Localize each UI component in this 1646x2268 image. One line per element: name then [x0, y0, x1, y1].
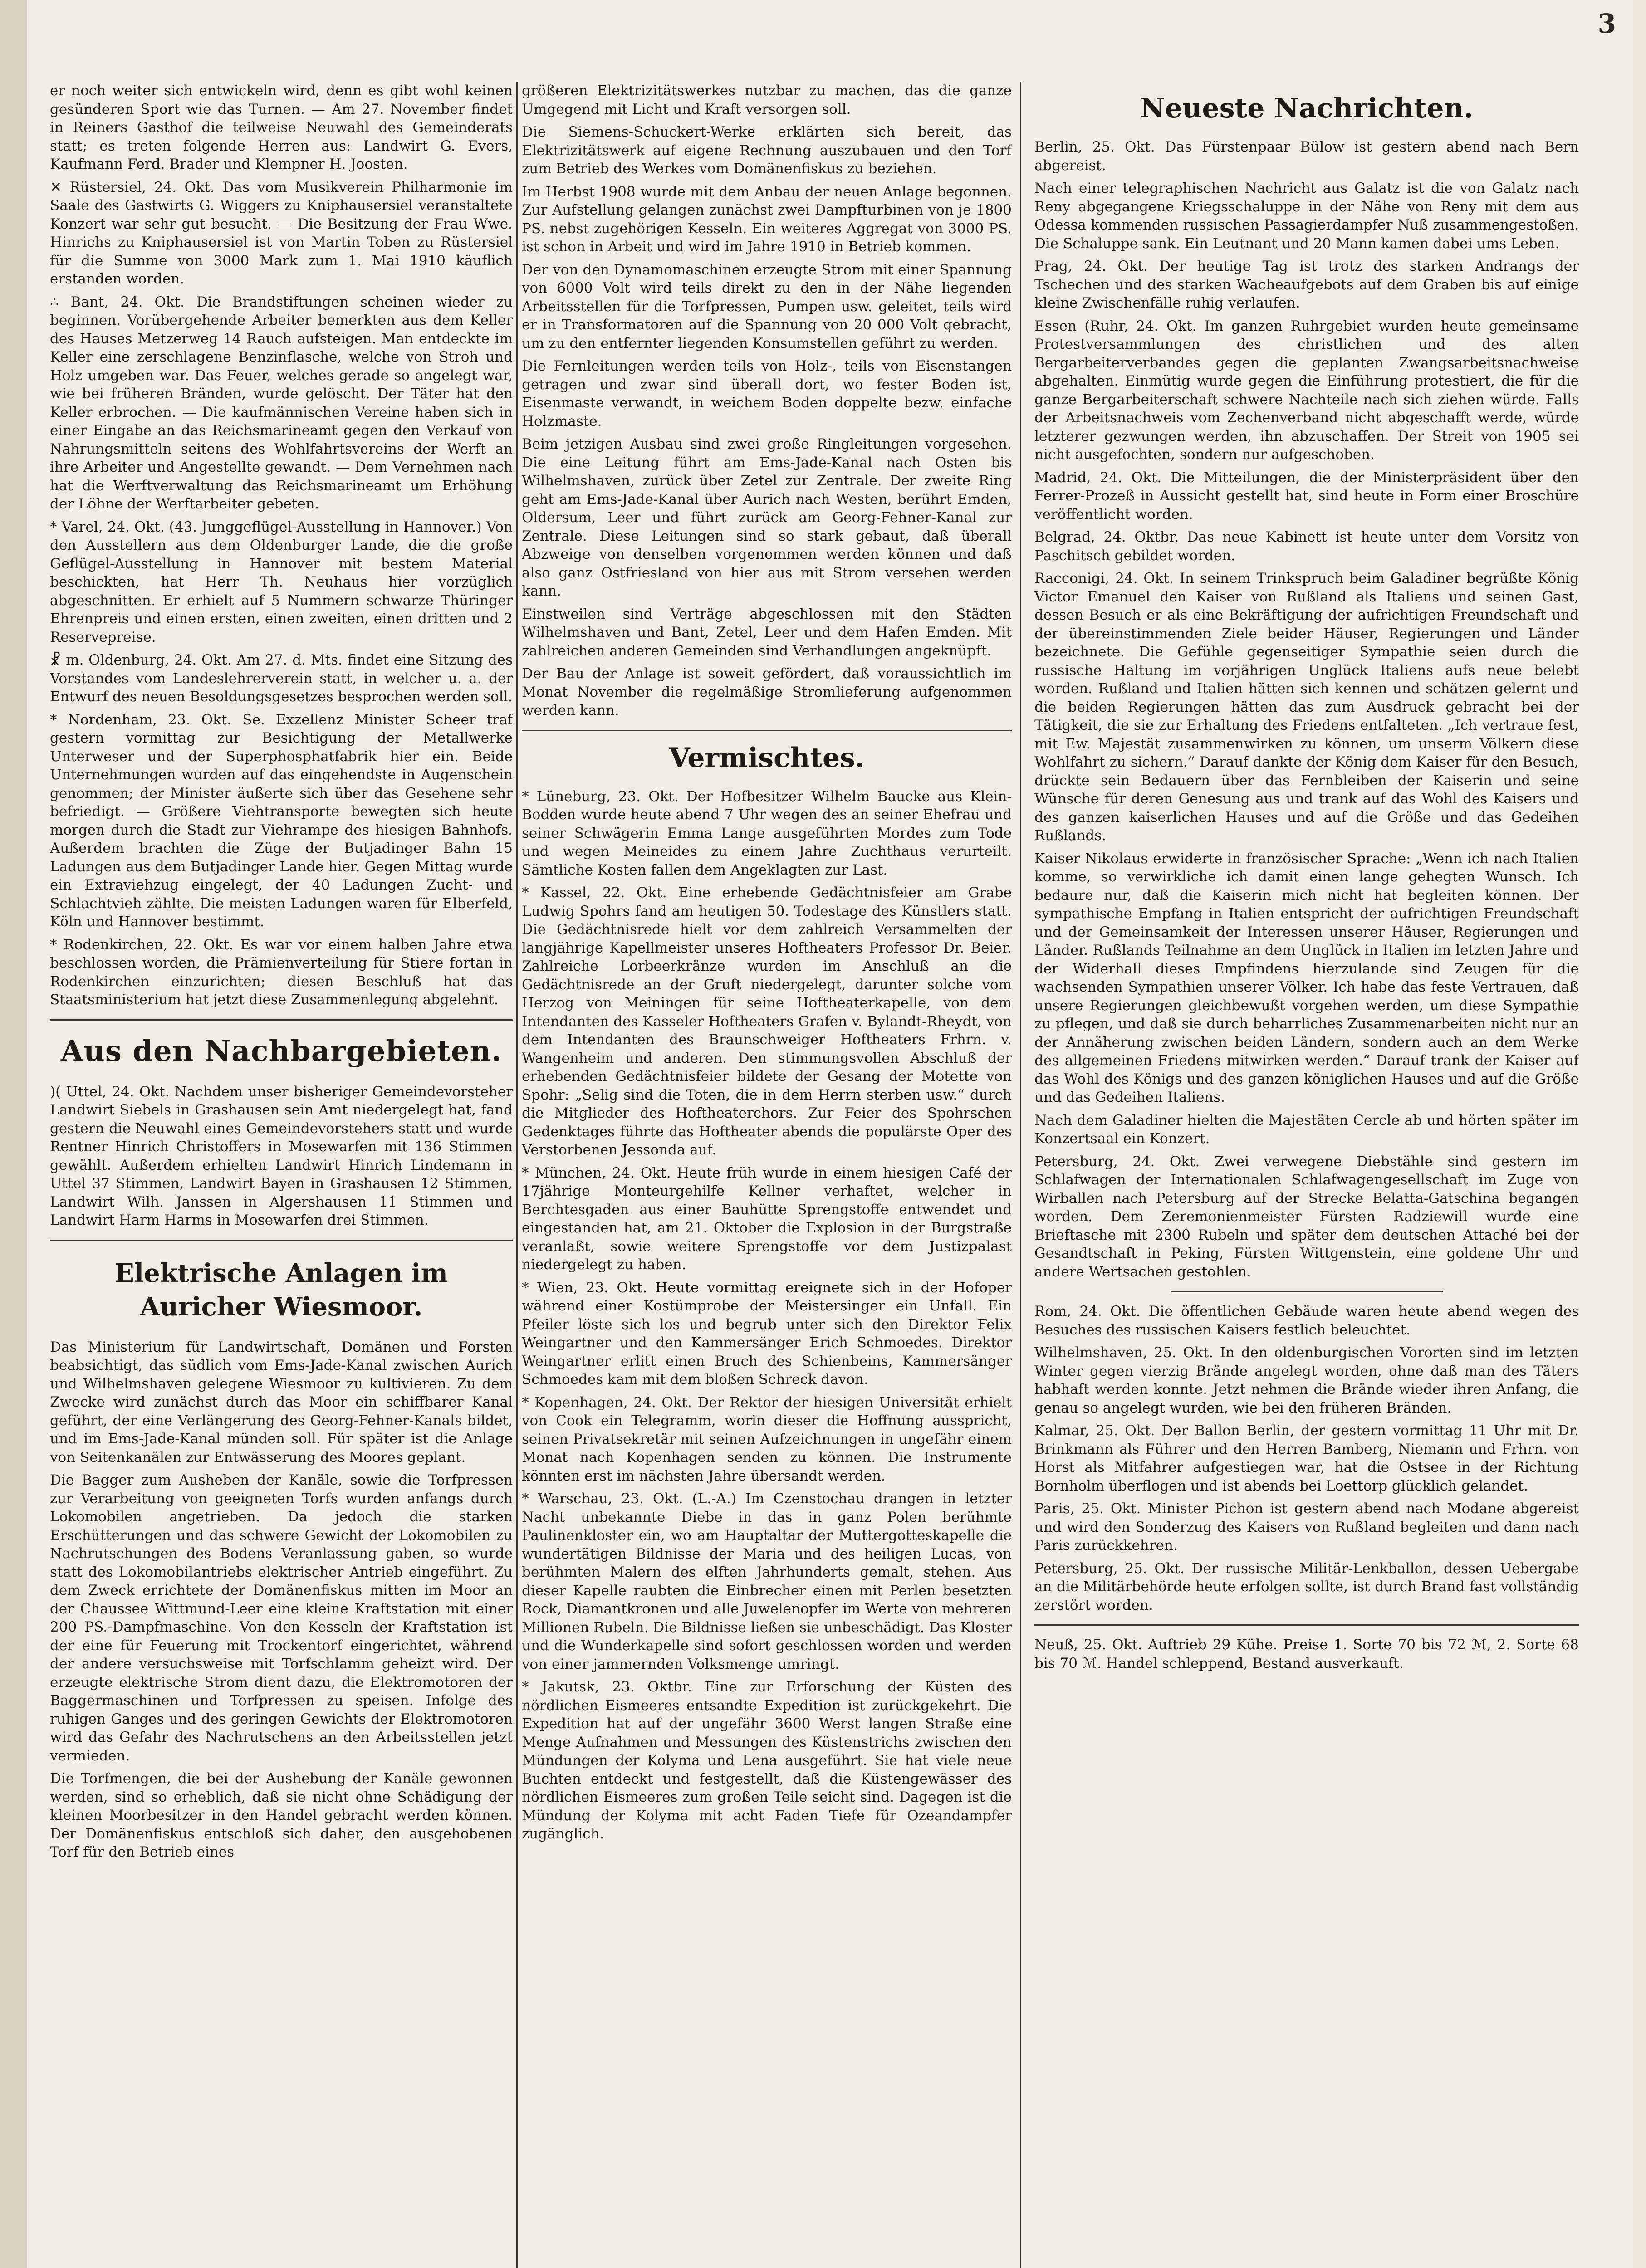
news-item: * Kassel, 22. Okt. Eine erhebende Gedächtnisfeier am Grabe Ludwig Spohrs fand am heutigen 50. Todestage des Künstlers statt. Die Gedächtnisrede hielt vor dem zahlreich Versammelten der langjährige Kapellmeister unseres Hoftheaters Professor Dr. Beier. Zahlreiche Lorbeerkränze wurden im Anschluß an die Gedächtnisrede an der Gruft niedergelegt, darunter solche vom Herzog von Meiningen für seine Hoftheaterkapelle, von dem Intendanten des Kasseler Hoftheaters Grafen v. Bylandt-Rheydt, von dem Intendanten des Braunschweiger Hoftheaters Frhrn. v. Wangenheim und anderen. Den stimmungsvollen Abschluß der erhebenden Gedächtnisfeier bildete der Gesang der Motette von Spohr: „Selig sind die Toten, die in dem Herrn sterben usw.“ durch die Mitglieder des Hoftheaterchors. Zur Feier des Spohrschen Gedenktages führte das Hoftheater abends die populärste Oper des Verstorbenen Jessonda auf. [522, 885, 1012, 1158]
news-item: * Nordenham, 23. Okt. Se. Exzellenz Minister Scheer traf gestern vormittag zur Besichtigung der Metallwerke Unterweser und der Superphosphatfabrik hier ein. Beide Unternehmungen wurden auf das eingehendste in Augenschein genommen; der Minister äußerte sich über das Gesehene sehr befriedigt. — Größere Viehtransporte bewegten sich heute morgen durch die Stadt zur Viehrampe des hiesigen Bahnhofs. Außerdem brachten die Züge der Butjadinger Bahn 15 Ladungen aus dem Butjadinger Lande hier. Gegen Mittag wurde ein Extraviehzug eingelegt, der 40 Ladungen Zucht- und Schlachtvieh zählte. Die meisten Ladungen waren für Elberfeld, Köln und Hannover bestimmt. [50, 711, 513, 930]
news-item: Wilhelmshaven, 25. Okt. In den oldenburgischen Vororten sind im letzten Winter gegen vierzig Brände angelegt worden, ohne daß man des Täters habhaft werden konnte. Jetzt nehmen die Brände wieder ihren Anfang, die genau so angelegt wurden, wie bei den früheren Bränden. [1034, 1344, 1579, 1416]
news-item: * Wien, 23. Okt. Heute vormittag ereignete sich in der Hofoper während einer Kostümprobe der Meistersinger ein Unfall. Ein Pfeiler löste sich los und begrub unter sich den Direktor Felix Weingartner und den Kammersänger Erich Schmoedes. Direktor Weingartner erlitt einen Bruch des Schienbeins, Kammersänger Schmoedes kam mit dem bloßen Schreck davon. [522, 1279, 1012, 1388]
news-item: * Rodenkirchen, 22. Okt. Es war vor einem halben Jahre etwa beschlossen worden, die Prämienverteilung für Stiere fortan in Rodenkirchen einzurichten; diesen Beschluß hat das Staatsministerium hat jetzt diese Zusammenlegung abgelehnt. [50, 936, 513, 1008]
column-3 [1034, 82, 1579, 2268]
news-item: Kaiser Nikolaus erwiderte in französischer Sprache: „Wenn ich nach Italien komme, so verwirkliche ich damit einen lange gehegten Wunsch. Ich bedaure nur, daß die Kaiserin mich nicht hat begleiten können. Der sympathische Empfang in Italien entspricht der aufrichtigen Freundschaft und der Gemeinsamkeit der Interessen unserer Häuser, Regierungen und Länder. Rußlands Teilnahme an dem Unglück in Italien im letzten Jahre und der Widerhall dieses Empfindens hierzulande sind Zeugen für die wachsenden Sympathien unserer Völker. Ich habe das feste Vertrauen, daß unsere Regierungen gleichbewußt vorgehen werden, um diese Sympathie zu pflegen, und daß sie durch beharrliches Zusammenarbeiten nicht nur an der Annäherung zwischen beiden Ländern, sondern auch an dem Werke des allgemeinen Friedens mitwirken werden.“ Darauf trank der Kaiser auf das Wohl des Königs und des ganzen königlichen Hauses und auf die Größe und das Gedeihen Italiens. [1034, 850, 1579, 1105]
news-item: Petersburg, 25. Okt. Der russische Militär-Lenkballon, dessen Uebergabe an die Militärbehörde heute erfolgen sollte, ist durch Brand fast vollständig zerstört worden. [1034, 1560, 1579, 1613]
news-item: * München, 24. Okt. Heute früh wurde in einem hiesigen Café der 17jährige Monteurgehilfe Kellner verhaftet, welcher in Berchtesgaden aus einer Bauhütte Sprengstoffe entwendet und eingestanden hat, am 21. Oktober die Explosion in der Burgstraße veranlaßt, sowie weitere Sprengstoffe vor dem Justizpalast niedergelegt zu haben. [522, 1164, 1012, 1273]
market-report: Neuß, 25. Okt. Auftrieb 29 Kühe. Preise 1. Sorte 70 bis 72 ℳ, 2. Sorte 68 bis 70 ℳ. Handel schleppend, Bestand ausverkauft. [1034, 1637, 1579, 1672]
news-item: Berlin, 25. Okt. Das Fürstenpaar Bülow ist gestern abend nach Bern abgereist. [1034, 139, 1579, 174]
news-item: Kalmar, 25. Okt. Der Ballon Berlin, der gestern vormittag 11 Uhr mit Dr. Brinkmann als Führer und den Herren Bamberg, Niemann und Frhrn. von Horst als Mitfahrer aufgestiegen war, hat die Ostsee in der Richtung Bornholm überflogen und ist abends bei Loettorp glücklich gelandet. [1034, 1422, 1579, 1494]
news-item: * Varel, 24. Okt. (43. Junggeflügel-Ausstellung in Hannover.) Von den Ausstellern aus dem Oldenburger Lande, die die große Geflügel-Ausstellung in Hannover mit bestem Material beschickten, hat Herr Th. Neuhaus hier vorzüglich abgeschnitten. Er erhielt auf 5 Nummern schwarze Thüringer Ehrenpreis und einen ersten, einen zweiten, einen dritten und 2 Reservepreise. [50, 518, 513, 645]
news-item: * Kopenhagen, 24. Okt. Der Rektor der hiesigen Universität erhielt von Cook ein Telegramm, worin dieser die Hoffnung ausspricht, seinen Privatsekretär mit seinen Aufzeichnungen in ungefähr einem Monat nach Kopenhagen senden zu können. Die Instrumente könnten erst im nächsten Jahre übersandt werden. [522, 1394, 1012, 1484]
col1-top-section [50, 82, 513, 1009]
column-rule [516, 82, 518, 2268]
article-paragraph: Beim jetzigen Ausbau sind zwei große Ringleitungen vorgesehen. Die eine Leitung führt am Ems-Jade-Kanal nach Osten bis Wilhelmshaven, zurück über Zetel zur Zentrale. Der zweite Ring geht am Ems-Jade-Kanal über Aurich nach Westen, berührt Emden, Oldersum, Leer und führt zurück am Georg-Fehner-Kanal zur Zentrale. Diese Leitungen sind so stark gebaut, daß überall Abzweige von denselben vorgenommen werden können und daß also ganz Ostfriesland von hier aus mit Strom versehen werden kann. [522, 436, 1012, 599]
short-divider [1171, 1291, 1443, 1292]
page-number: 3 [1597, 8, 1616, 39]
news-item: er noch weiter sich entwickeln wird, denn es gibt wohl keinen gesünderen Sport wie das Turnen. — Am 27. November findet in Reiners Gasthof die teilweise Neuwahl des Gemeinderats statt; es treten folgende Herren aus: Landwirt G. Evers, Kaufmann Ferd. Brader und Klempner H. Joosten. [50, 83, 513, 172]
section-divider [50, 1019, 513, 1021]
column-1 [50, 82, 513, 2268]
article-paragraph: Der Bau der Anlage ist soweit gefördert, daß voraussichtlich im Monat November die regelmäßige Stromlieferung aufgenommen werden kann. [522, 665, 1012, 719]
news-item: )( Uttel, 24. Okt. Nachdem unser bisheriger Gemeindevorsteher Landwirt Siebels in Grashausen sein Amt niedergelegt hat, fand gestern die Neuwahl eines Gemeindevorstehers statt und wurde Rentner Hinrich Christoffers in Mosewarfen mit 136 Stimmen gewählt. Außerdem erhielten Landwirt Hinrich Lindemann in Uttel 37 Stimmen, Landwirt Bayen in Grashausen 12 Stimmen, Landwirt Wilh. Janssen in Algershausen 11 Stimmen und Landwirt Harm Harms in Mosewarfen drei Stimmen. [50, 1083, 513, 1228]
news-item: Petersburg, 24. Okt. Zwei verwegene Diebstähle sind gestern im Schlafwagen der Internationalen Schlafwagengesellschaft im Zuge von Wirballen nach Petersburg auf der Strecke Belatta-Gatschina begangen worden. Dem Zeremonienmeister Fürsten Radziewill wurde eine Brieftasche mit 2300 Rubeln und später dem deutschen Attaché bei der Gesandtschaft in Peking, Fürsten Wittgenstein, eine goldene Uhr und andere Wertsachen gestohlen. [1034, 1153, 1579, 1280]
news-item: ✕ Rüstersiel, 24. Okt. Das vom Musikverein Philharmonie im Saale des Gastwirts G. Wiggers zu Kniphausersiel veranstaltete Konzert war sehr gut besucht. — Die Besitzung der Frau Wwe. Hinrichs zu Kniphausersiel ist von Martin Toben zu Rüstersiel für die Summe von 3000 Mark zum 1. Mai 1910 käuflich erstanden worden. [50, 179, 513, 287]
column-2 [522, 82, 1012, 2268]
section-divider [522, 730, 1012, 731]
previous-page-edge [0, 0, 29, 2268]
article-paragraph: Die Fernleitungen werden teils von Holz-, teils von Eisenstangen getragen und zwar sind überall dort, wo fester Boden ist, Eisenmaste verwandt, in weichem Boden doppelte bezw. einfache Holzmaste. [522, 358, 1012, 430]
news-item: Prag, 24. Okt. Der heutige Tag ist trotz des starken Andrangs der Tschechen und des starken Wacheaufgebots auf dem Graben bis auf einige kleine Zwischenfälle ruhig verlaufen. [1034, 258, 1579, 311]
section-heading-neueste-nachrichten: Neueste Nachrichten. [1140, 93, 1474, 124]
article-paragraph: Die Bagger zum Ausheben der Kanäle, sowie die Torfpressen zur Verarbeitung von geeigneten Torfs wurden anfangs durch Lokomobilen angetrieben. Da jedoch die starken Erschütterungen und das schwere Gewicht der Lokomobilen zu Nachrutschungen des Bodens Veranlassung gaben, so wurde statt des Lokomobilantriebs elektrischer Antrieb eingeführt. Zu dem Zweck errichtete der Domänenfiskus mitten im Moor an der Chaussee Wittmund-Leer eine kleine Kraftstation mit einer 200 PS.-Dampfmaschine. Von den Kesseln der Kraftstation ist der eine für Feuerung mit Trockentorf eingerichtet, während der andere versuchsweise mit Torfschlamm geheizt wird. Der erzeugte elektrische Strom dient dazu, die Elektromotoren der Baggermaschinen und Torfpressen zu speisen. Infolge des ruhigen Ganges und des geringen Gewichts der Elektromotoren wird das Gefahr des Nachrutschens an den Arbeitsstellen jetzt vermieden. [50, 1472, 513, 1764]
section-divider [1034, 1624, 1579, 1626]
news-item: * Lüneburg, 23. Okt. Der Hofbesitzer Wilhelm Baucke aus Klein-Bodden wurde heute abend 7 Uhr wegen des an seiner Ehefrau und seiner Schwägerin Emma Lange ausgeführten Mordes zum Tode und wegen Meineides zu einem Jahre Zuchthaus verurteilt. Sämtliche Kosten fallen dem Angeklagten zur Last. [522, 788, 1012, 878]
article-paragraph: Die Siemens-Schuckert-Werke erklärten sich bereit, das Elektrizitätswerk auf eigene Rechnung auszubauen und den Torf zum Betrieb des Werkes vom Domänenfiskus zu beziehen. [522, 124, 1012, 177]
section-heading-nachbargebieten: Aus den Nachbargebieten. [60, 1034, 502, 1068]
news-item: Belgrad, 24. Oktbr. Das neue Kabinett ist heute unter dem Vorsitz von Paschitsch gebildet worden. [1034, 529, 1579, 564]
article-paragraph: Im Herbst 1908 wurde mit dem Anbau der neuen Anlage begonnen. Zur Aufstellung gelangen zunächst zwei Dampfturbinen von je 1800 PS. nebst zugehörigen Kesseln. Ein weiteres Aggregat von 3000 PS. ist schon in Arbeit und wird im Jahre 1910 in Betrieb kommen. [522, 183, 1012, 255]
news-item: ☧ m. Oldenburg, 24. Okt. Am 27. d. Mts. findet eine Sitzung des Vorstandes vom Landeslehrerverein statt, in welcher u. a. der Entwurf des neuen Besoldungsgesetzes besprochen werden soll. [50, 652, 513, 705]
news-item: Paris, 25. Okt. Minister Pichon ist gestern abend nach Modane abgereist und wird den Sonderzug des Kaisers von Rußland begleiten und dann nach Paris zurückkehren. [1034, 1501, 1579, 1554]
news-item: Racconigi, 24. Okt. In seinem Trinkspruch beim Galadiner begrüßte König Victor Emanuel den Kaiser von Rußland als Italiens und seinen Gast, dessen Besuch er als eine Bekräftigung der aufrichtigen Freundschaft und der übereinstimmenden Ziele beider Häuser, Regierungen und Länder bezeichnete. Die Gefühle gegenseitiger Sympathie seien durch die russische Haltung im vorjährigen Unglück Italiens aufs neue belebt worden. Rußland und Italien hätten sich kennen und schätzen gelernt und die beiden Regierungen hätten das zum Ausdruck gebracht bei der Tätigkeit, die sie zur Erhaltung des Friedens entfalteten. „Ich vertraue fest, mit Ew. Majestät zusammenwirken zu können, um unserm Völkern diese Wohlfahrt zu sichern.“ Darauf dankte der König dem Kaiser für den Besuch, drückte sein Bedauern über das Fernbleiben der Kaiserin und seine Wünsche für deren Genesung aus und trank auf das Wohl des Kaisers und des ganzen kaiserlichen Hauses und auf die Größe und das Gedeihen Rußlands. [1034, 570, 1579, 844]
section-divider [50, 1240, 513, 1241]
news-item: Essen (Ruhr, 24. Okt. Im ganzen Ruhrgebiet wurden heute gemeinsame Protestversammlungen des christlichen und des alten Bergarbeiterverbandes gegen die geplanten Zwangsarbeitsnachweise abgehalten. Einmütig wurde gegen die Einführung protestiert, die für die ganze Bergarbeiterschaft schwere Nachteile nach sich ziehen würde. Falls der Arbeitsnachweis vom Zechenverband nicht abgeschafft werde, würde letzterer gezwungen werden, ihn abzuschaffen. Der Streit von 1905 sei nicht ausgefochten, sondern nur aufgeschoben. [1034, 318, 1579, 463]
news-item: Madrid, 24. Okt. Die Mitteilungen, die der Ministerpräsident über den Ferrer-Prozeß in Aussicht gestellt hat, sind heute in Form einer Broschüre veröffentlicht worden. [1034, 469, 1579, 523]
column-rule [1020, 82, 1021, 2268]
news-item: * Warschau, 23. Okt. (L.-A.) Im Czenstochau drangen in letzter Nacht unbekannte Diebe in das in ganz Polen berühmte Paulinenkloster ein, wo am Hauptaltar der Muttergotteskapelle die wundertätigen Bildnisse der Maria und des heiligen Lucas, von berühmten Malern des elften Jahrhunderts gemalt, stehen. Aus dieser Kapelle raubten die Einbrecher einen mit Perlen besetzten Rock, Diamantkronen und alle Juwelenopfer im Werte von mehreren Millionen Rubeln. Die Bildnisse ließen sie unbeschädigt. Das Kloster und die Wunderkapelle sind sofort geschlossen worden und werden von einer jammernden Volksmenge umringt. [522, 1491, 1012, 1672]
article-paragraph: Die Torfmengen, die bei der Aushebung der Kanäle gewonnen werden, sind so erheblich, daß sie nicht ohne Schädigung der kleinen Moorbesitzer in den Handel gebracht werden können. Der Domänenfiskus entschloß sich daher, den ausgehobenen Torf für den Betrieb eines [50, 1770, 513, 1860]
article-heading-elektrische-anlagen: Elektrische Anlagen im Auricher Wiesmoor. [115, 1258, 448, 1322]
news-item: ∴ Bant, 24. Okt. Die Brandstiftungen scheinen wieder zu beginnen. Vorübergehende Arbeiter bemerkten aus dem Keller des Hauses Metzerweg 14 Rauch aufsteigen. Man entdeckte im Keller eine zerschlagene Benzinflasche, welche von Stroh und Holz umgeben war. Das Feuer, welches gerade so angelegt war, wie bei früheren Bränden, wurde gelöscht. Der Täter hat den Keller erbrochen. — Die kaufmännischen Vereine haben sich in einer Eingabe an das Reichsmarineamt gegen den Verkauf von Nahrungsmitteln seitens des Wohlfahrtsvereins der Werft an ihre Arbeiter und Angestellte gewandt. — Dem Vernehmen nach hat die Werftverwaltung das Reichsmarineamt um Erhöhung der Löhne der Werftarbeiter gebeten. [50, 293, 513, 512]
article-paragraph: Der von den Dynamomaschinen erzeugte Strom mit einer Spannung von 6000 Volt wird teils direkt zu den in der Nähe liegenden Arbeitsstellen für die Torfpressen, Pumpen usw. geleitet, teils wird er in Transformatoren auf die Spannung von 20 000 Volt gebracht, um zu den entfernter liegenden Konsumstellen geführt zu werden. [522, 261, 1012, 352]
article-paragraph: Einstweilen sind Verträge abgeschlossen mit den Städten Wilhelmshaven und Bant, Zetel, Leer und dem Hafen Emden. Mit zahlreichen anderen Gemeinden sind Verhandlungen angeknüpft. [522, 606, 1012, 659]
article-paragraph: Das Ministerium für Landwirtschaft, Domänen und Forsten beabsichtigt, das südlich vom Ems-Jade-Kanal zwischen Aurich und Wilhelmshaven gelegene Wiesmoor zu kultivieren. Zu dem Zwecke wird zunächst durch das Moor ein schiffbarer Kanal geführt, der eine Verlängerung des Georg-Fehner-Kanals bildet, und im Ems-Jade-Kanal münden soll. Für später ist die Anlage von Seitenkanälen zur Entwässerung des Moores geplant. [50, 1339, 513, 1466]
section-heading-vermischtes: Vermischtes. [669, 742, 865, 774]
news-item: Nach dem Galadiner hielten die Majestäten Cercle ab und hörten später im Konzertsaal ein Konzert. [1034, 1112, 1579, 1147]
news-item: Rom, 24. Okt. Die öffentlichen Gebäude waren heute abend wegen des Besuches des russischen Kaisers festlich beleuchtet. [1034, 1303, 1579, 1338]
article-paragraph: größeren Elektrizitätswerkes nutzbar zu machen, das die ganze Umgegend mit Licht und Kraft versorgen soll. [522, 83, 1012, 117]
news-item: * Jakutsk, 23. Oktbr. Eine zur Erforschung der Küsten des nördlichen Eismeeres entsandte Expedition ist zurückgekehrt. Die Expedition hat auf der ungefähr 3600 Werst langen Straße eine Menge Aufnahmen und Messungen des Küstenstrichs zwischen den Mündungen der Kolyma und Lena ausgeführt. Sie hat viele neue Buchten entdeckt und festgestellt, daß die Küstengewässer des nördlichen Eismeeres zum großen Teile seicht sind. Dagegen ist die Mündung der Kolyma mit acht Faden Tiefe für Ozeandampfer zugänglich. [522, 1679, 1012, 1842]
news-item: Nach einer telegraphischen Nachricht aus Galatz ist die von Galatz nach Reny abgegangene Kriegsschaluppe in der Nähe von Reny mit dem aus Odessa kommenden russischen Passagierdampfer Nuß zusammengestoßen. Die Schaluppe sank. Ein Leutnant und 20 Mann kamen dabei ums Leben. [1034, 180, 1579, 252]
